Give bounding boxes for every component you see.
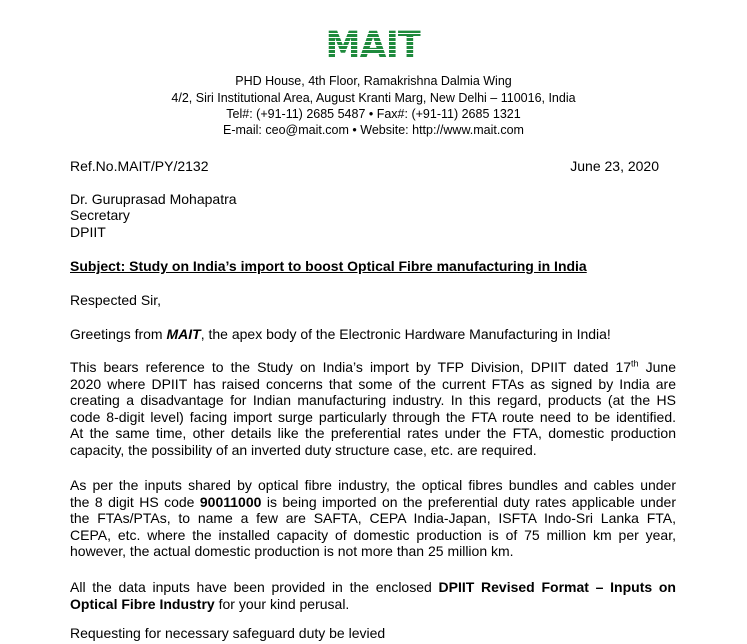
email-website-line: E-mail: ceo@mait.com • Website: http://www.mait.com	[223, 123, 524, 137]
address-line-1: PHD House, 4th Floor, Ramakrishna Dalmia Wing	[235, 74, 512, 88]
para1-line: At the same time, other details like the preferential rates under the FTA, domestic production	[70, 425, 676, 441]
para2-line: CEPA, etc. where the installed capacity of domestic production is of 75 million km per year,	[70, 526, 676, 543]
address-line-2: 4/2, Siri Institutional Area, August Kranti Marg, New Delhi – 110016, India	[171, 91, 576, 105]
mait-logo	[0, 26, 747, 66]
logo-text: MAIT	[325, 24, 422, 67]
hs-code: 90011000	[199, 493, 262, 510]
org-name: MAIT	[166, 326, 201, 342]
paragraph-reference	[70, 359, 676, 458]
recipient-department: DPIIT	[70, 224, 106, 240]
contact-line: Tel#: (+91-11) 2685 5487 • Fax#: (+91-11) 2685 1321	[226, 107, 521, 121]
para1-line: This bears reference to the Study on India’s import by TFP Division, DPIIT dated 17th June	[70, 358, 676, 375]
enclosure-title: DPIIT Revised Format – Inputs on	[438, 579, 676, 595]
letter-date: June 23, 2020	[570, 158, 659, 174]
para2-line: As per the inputs shared by optical fibre industry, the optical fibres bundles and cables under	[70, 477, 676, 493]
para3-line: Optical Fibre Industry for your kind perusal.	[70, 595, 350, 612]
para2-line: however, the actual domestic production is not more than 25 million km.	[70, 543, 514, 559]
para1-line: 2020 where DPIIT has raised concerns that some of the current FTAs as signed by India are	[70, 375, 676, 392]
para1-line: capacity, the possibility of an inverted duty structure case, etc. are required.	[70, 441, 537, 458]
reference-number: Ref.No.MAIT/PY/2132	[70, 158, 209, 174]
para2-line: the FTAs/PTAs, to name a few are SAFTA, CEPA India-Japan, ISFTA Indo-Sri Lanka FTA,	[70, 510, 676, 526]
para3-line: All the data inputs have been provided in the enclosed DPIIT Revised Format – Inputs on	[70, 579, 676, 595]
closing-line: Requesting for necessary safeguard duty be levied	[70, 625, 386, 641]
para1-line: code 8-digit level) facing import surge particularly through the FTA route need to be identified.	[70, 408, 676, 425]
recipient-designation: Secretary	[70, 207, 130, 223]
paragraph-inputs	[70, 477, 676, 560]
salutation: Respected Sir,	[70, 292, 162, 308]
para1-line: creating a disadvantage for Indian manufacturing industry. In this regard, products (at the HS	[70, 392, 676, 408]
recipient-name: Dr. Guruprasad Mohapatra	[70, 191, 237, 207]
para2-line: the 8 digit HS code 90011000 is being imported on the preferential duty rates applicable under	[70, 493, 677, 510]
subject-line: Subject: Study on India’s import to boost Optical Fibre manufacturing in India	[70, 258, 587, 274]
greeting: Greetings from MAIT, the apex body of the Electronic Hardware Manufacturing in India!	[70, 326, 611, 342]
paragraph-enclosure	[70, 579, 676, 612]
